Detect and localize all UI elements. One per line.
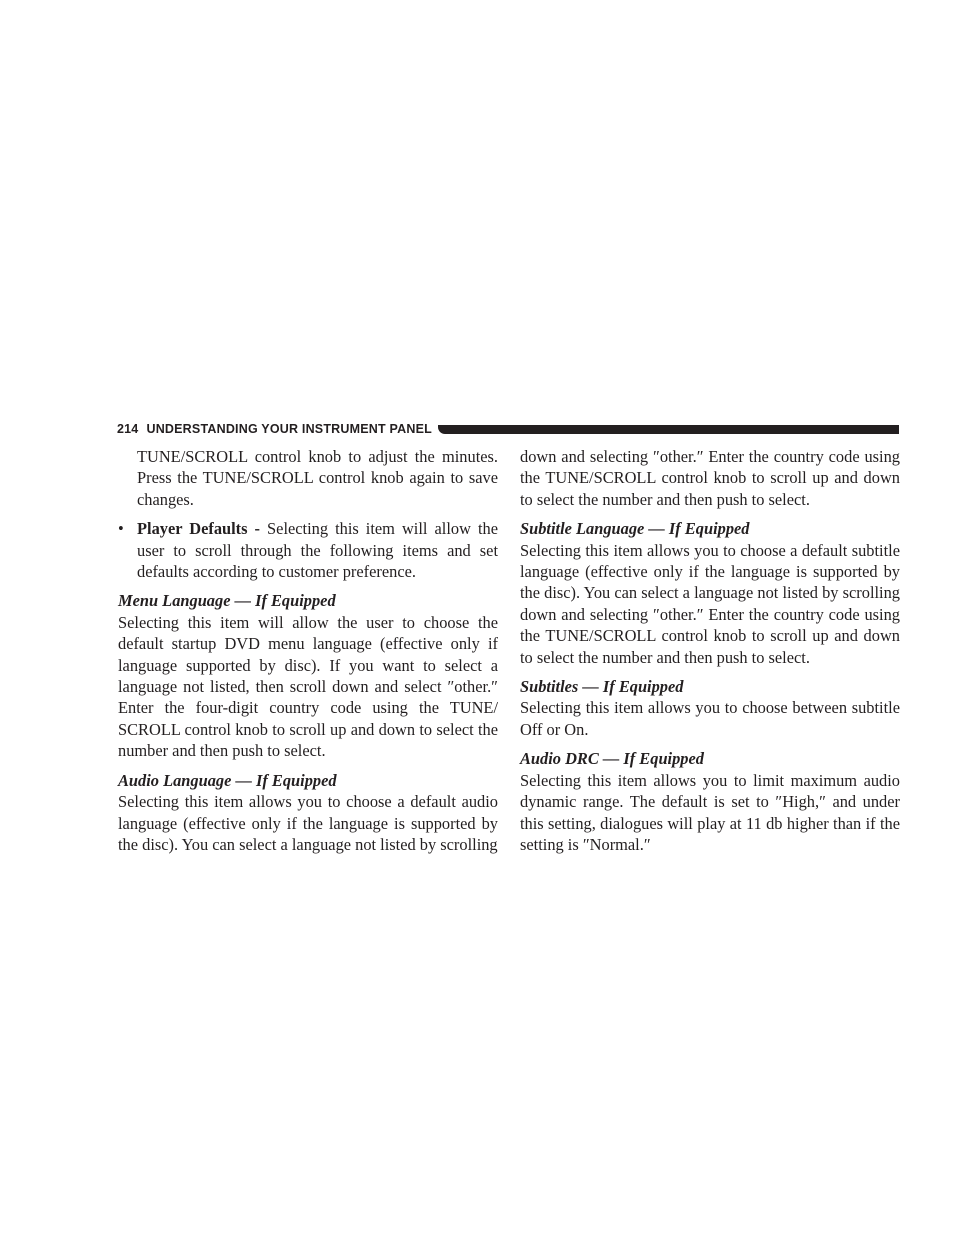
menu-language-heading: Menu Language — If Equipped [118,591,336,611]
audio-drc-heading: Audio DRC — If Equipped [520,749,704,769]
subtitles-heading: Subtitles — If Equipped [520,677,684,697]
bullet-icon: • [118,519,124,539]
section-title: UNDERSTANDING YOUR INSTRUMENT PANEL [146,422,432,436]
right-column [520,446,900,855]
menu-language-body: Selecting this item will allow the user to choose the default startup DVD menu language (effective only if language supported by disc). If you want to select a language not listed, then scroll down and select ″other.″ Enter the four-digit country code using the TUNE/ SCROLL control knob to scroll up and down to select the number and then push to select. [118,612,498,761]
page-header [117,421,899,437]
continued-paragraph: TUNE/SCROLL control knob to adjust the minutes. Press the TUNE/SCROLL control knob again to save changes. [137,447,498,509]
continued-paragraph-right: down and selecting ″other.″ Enter the country code using the TUNE/SCROLL control knob to scroll up and down to select the number and then push to select. [520,447,900,509]
audio-language-heading: Audio Language — If Equipped [118,770,337,790]
left-column [118,446,498,855]
audio-drc-body: Selecting this item allows you to limit maximum audio dynamic range. The default is set to ″High,″ and under this setting, dialogues will play at 11 db higher than if the setting is ″Normal.″ [520,770,900,854]
bullet-text [137,518,498,582]
page-number: 214 [117,422,139,436]
bullet-description: Selecting this item will allow the user to scroll through the following items and set defaults according to customer preference. [137,519,498,582]
audio-language-body: Selecting this item allows you to choose a default audio language (effective only if the language is supported by the disc). You can select a language not listed by scrolling [118,792,498,854]
header-rule [438,425,899,434]
bullet-term: Player Defaults - [137,519,261,539]
subtitle-language-heading: Subtitle Language — If Equipped [520,519,750,539]
header-label [117,422,432,436]
subtitles-body: Selecting this item allows you to choose between subtitle Off or On. [520,698,900,739]
bullet-item-player-defaults [118,518,498,582]
subtitle-language-body: Selecting this item allows you to choose a default subtitle language (effective only if the language is supported by the disc). You can select a language not listed by scrolling down and selecting ″other.″ Enter the country code using the TUNE/SCROLL control knob to scroll up and down to select the number and then push to select. [520,540,900,667]
